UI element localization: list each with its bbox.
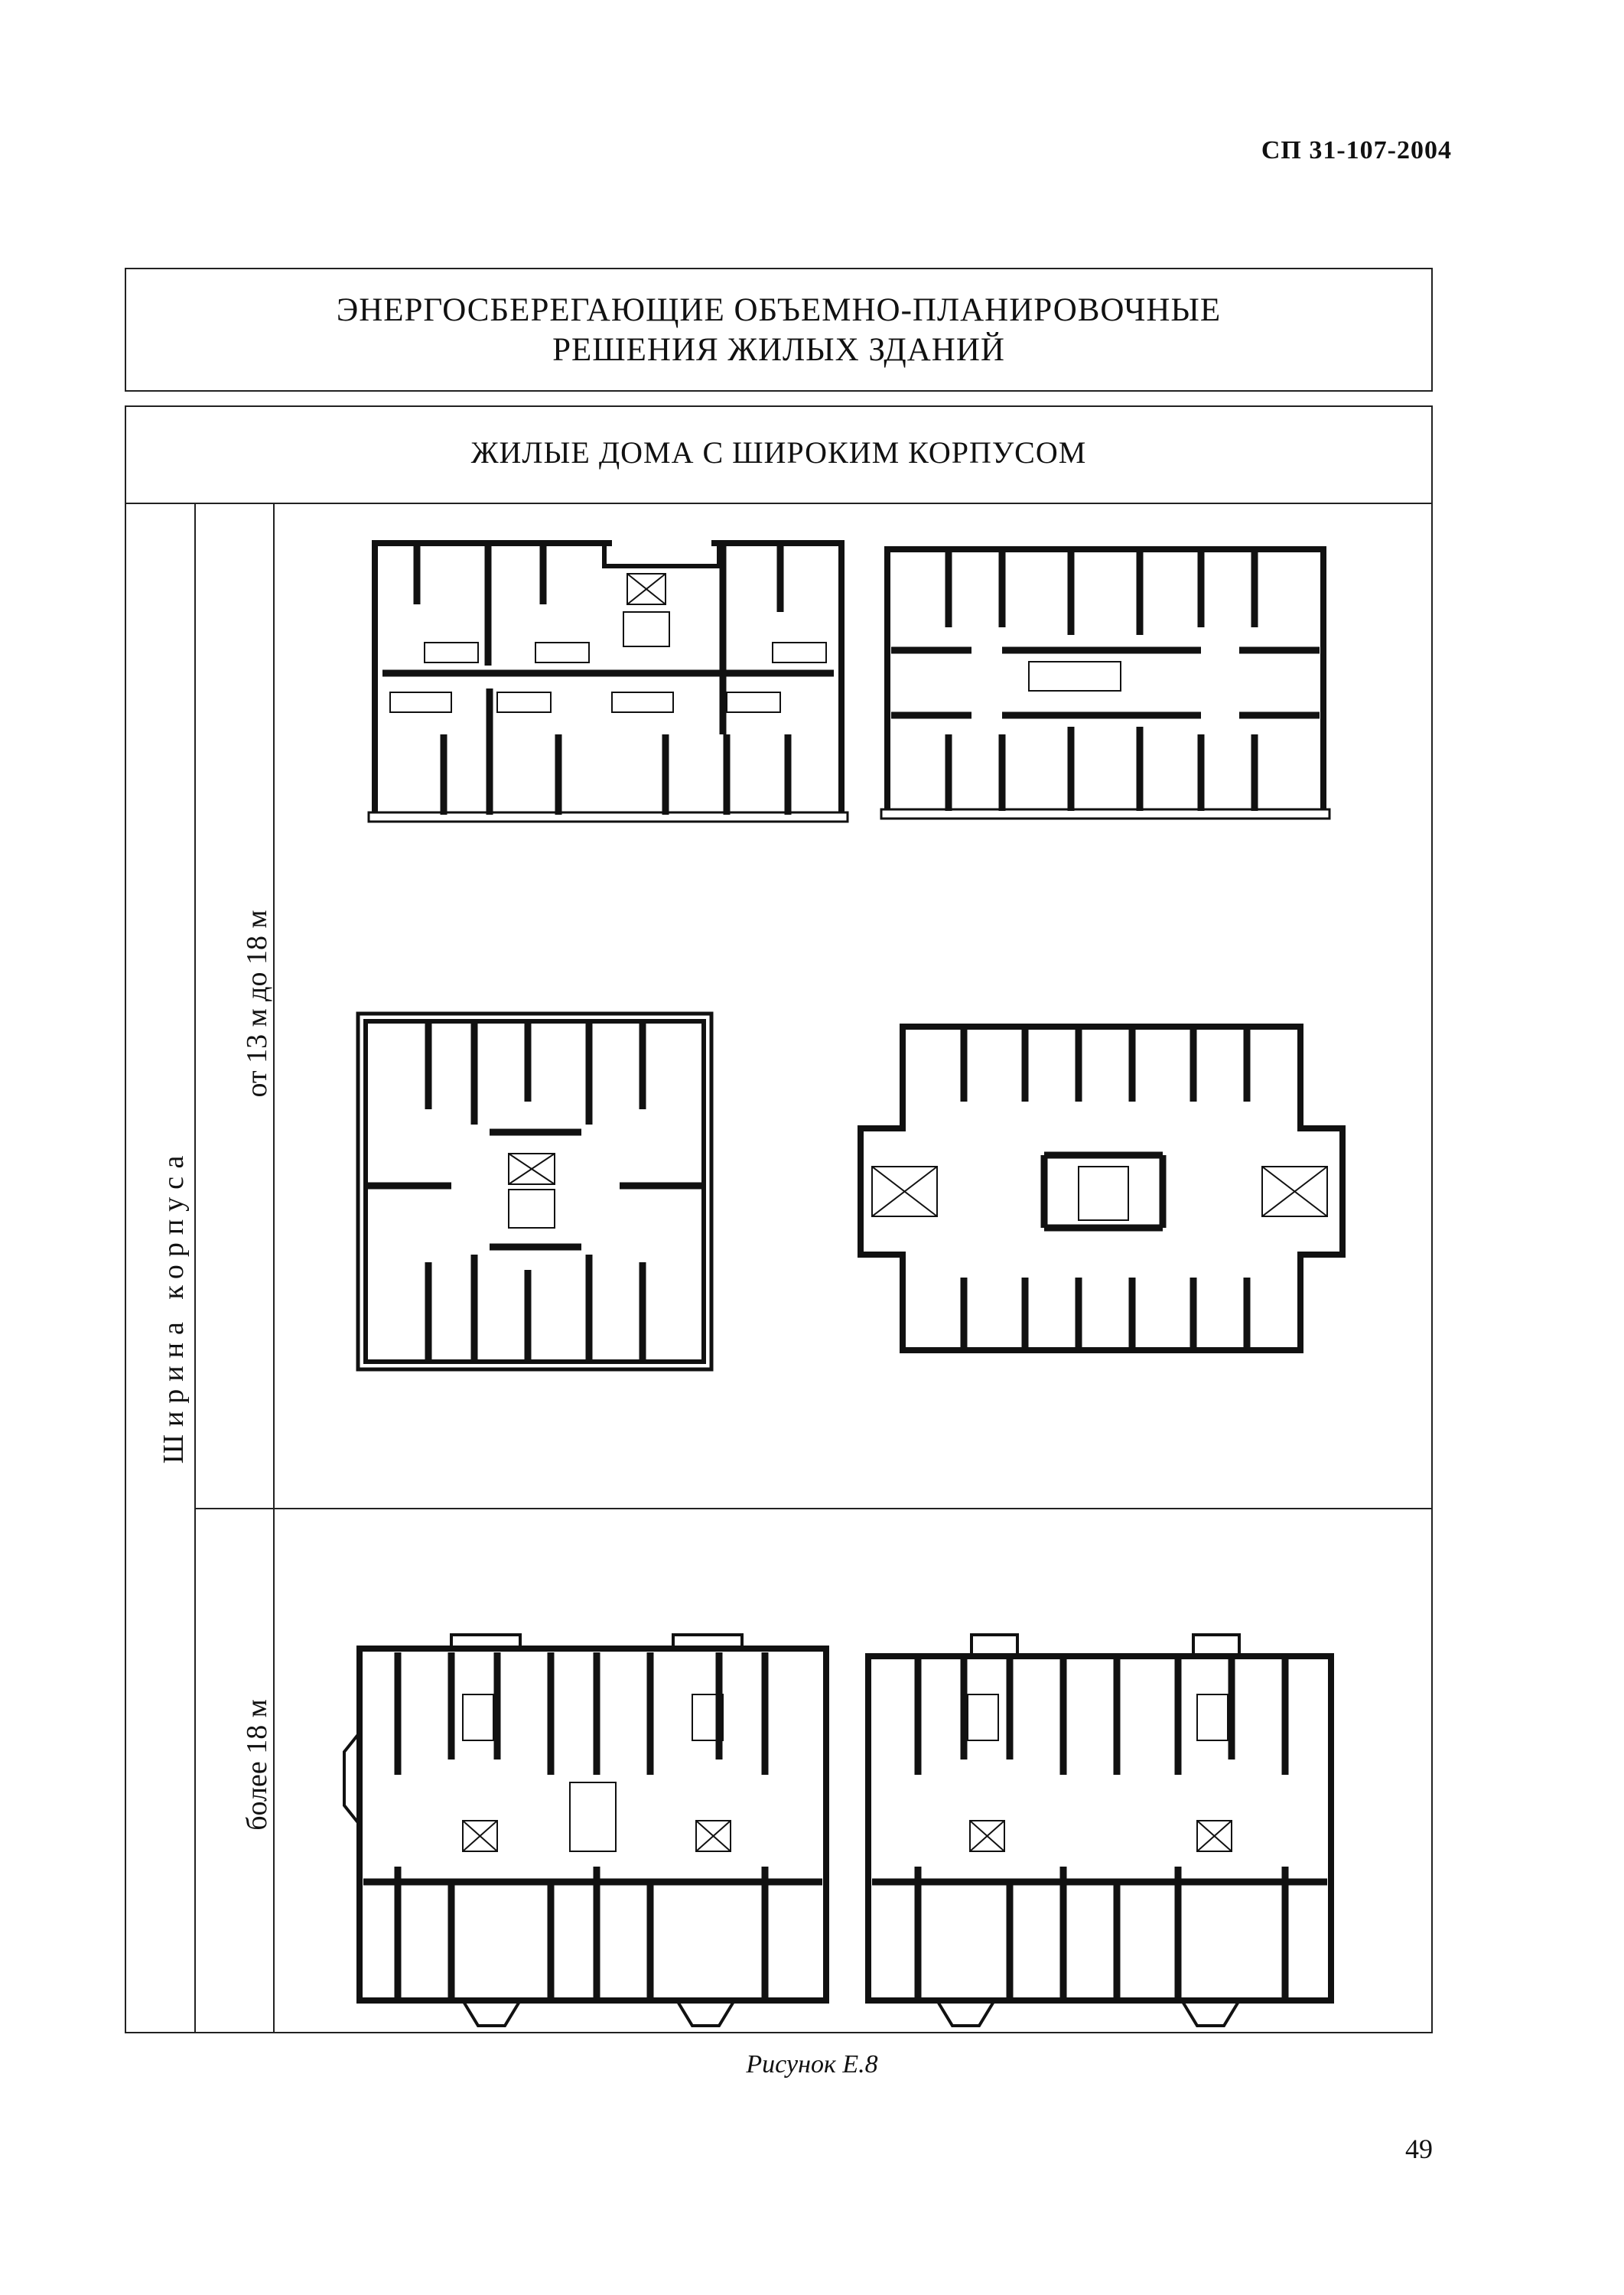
title-line-1: ЭНЕРГОСБЕРЕГАЮЩИЕ ОБЪЕМНО-ПЛАНИРОВОЧНЫЕ [336,292,1222,328]
document-code: СП 31-107-2004 [1261,136,1452,164]
floor-plan-5 [344,1635,826,2026]
figure-caption: Рисунок Е.8 [746,2050,878,2079]
side-label-row2: более 18 м [241,1699,273,1831]
side-label-group: Ширина корпуса [158,1148,190,1464]
floor-plan-4 [861,1027,1342,1350]
floor-plan-3 [358,1014,711,1369]
floor-plan-1 [369,536,848,822]
title-line-2: РЕШЕНИЯ ЖИЛЫХ ЗДАНИЙ [552,332,1005,368]
side-label-row1: от 13 м до 18 м [241,910,273,1098]
floor-plan-2 [881,549,1329,819]
floor-plan-6 [868,1635,1331,2026]
page-number: 49 [1405,2134,1433,2164]
section-subtitle: ЖИЛЫЕ ДОМА С ШИРОКИМ КОРПУСОМ [470,435,1087,470]
